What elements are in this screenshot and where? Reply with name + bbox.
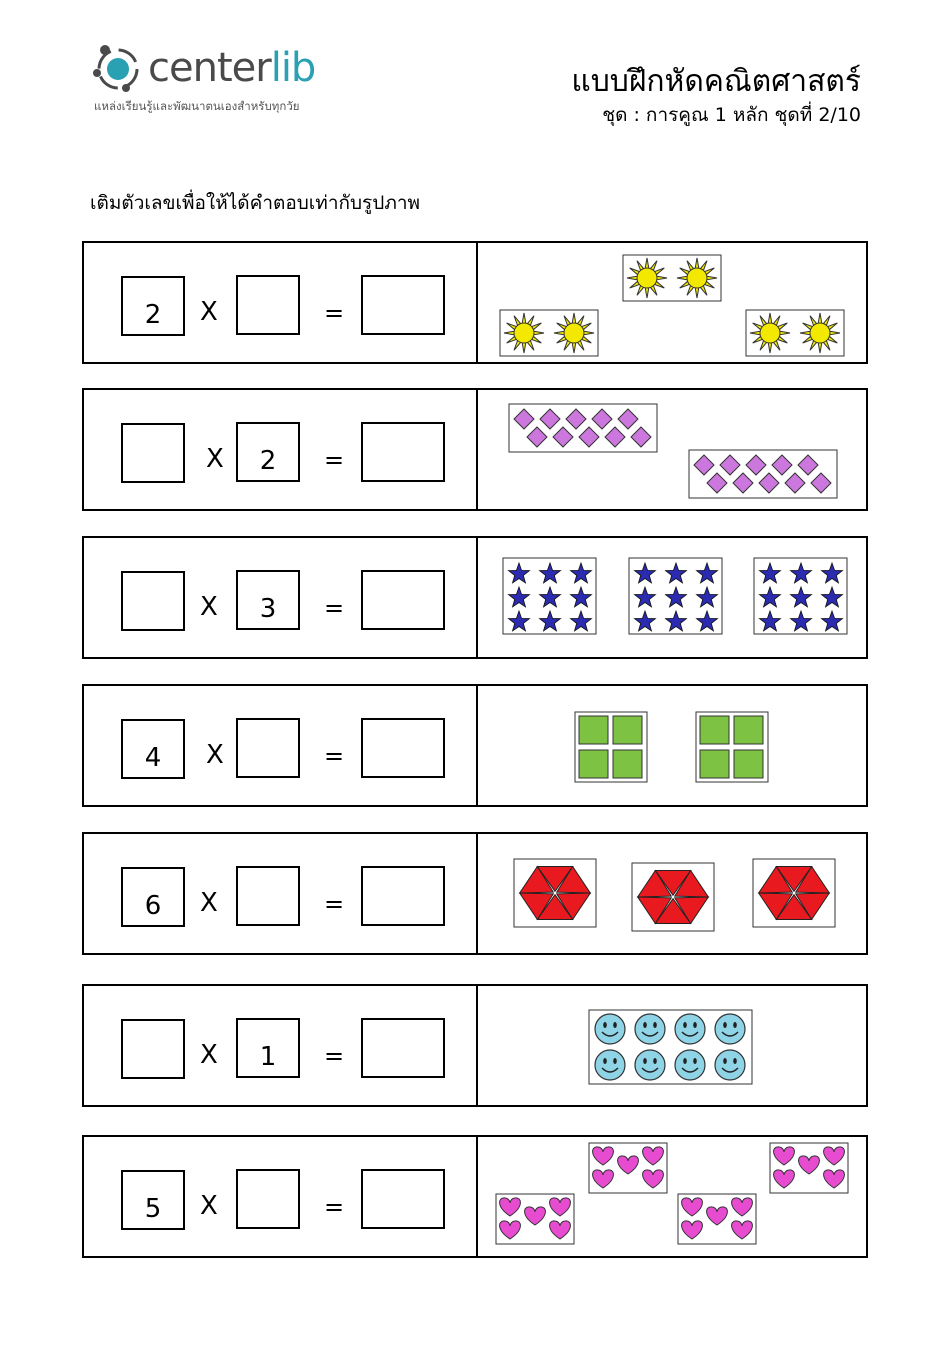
factor-b-box[interactable]: 3 bbox=[236, 570, 300, 630]
equals-sign: = bbox=[324, 594, 345, 622]
smiley-icon bbox=[595, 1050, 625, 1080]
picture-svg bbox=[478, 538, 868, 657]
factor-b-box[interactable]: 1 bbox=[236, 1018, 300, 1078]
green-square-icon bbox=[579, 716, 608, 744]
centerlib-logo bbox=[92, 42, 352, 122]
worksheet-title: แบบฝึกหัดคณิตศาสตร์ bbox=[571, 64, 861, 99]
answer-box[interactable] bbox=[361, 866, 445, 926]
green-square-icon bbox=[613, 750, 642, 778]
smiley-icon bbox=[675, 1014, 705, 1044]
green-square-icon bbox=[700, 716, 729, 744]
answer-box[interactable] bbox=[361, 570, 445, 630]
equals-sign: = bbox=[324, 742, 345, 770]
equals-sign: = bbox=[324, 299, 345, 327]
times-sign: X bbox=[206, 444, 224, 474]
picture-area bbox=[478, 986, 868, 1105]
worksheet-subtitle: ชุด : การคูณ 1 หลัก ชุดที่ 2/10 bbox=[602, 104, 861, 126]
picture-svg bbox=[478, 390, 868, 509]
picture-area bbox=[478, 1137, 868, 1256]
times-sign: X bbox=[200, 592, 218, 622]
equals-sign: = bbox=[324, 446, 345, 474]
answer-box[interactable] bbox=[361, 718, 445, 778]
times-sign: X bbox=[200, 888, 218, 918]
smiley-icon bbox=[595, 1014, 625, 1044]
problem-row bbox=[82, 832, 868, 955]
smiley-icon bbox=[715, 1014, 745, 1044]
green-square-icon bbox=[734, 750, 763, 778]
picture-area bbox=[478, 538, 868, 657]
answer-box[interactable] bbox=[361, 1169, 445, 1229]
factor-a-box[interactable]: 2 bbox=[121, 276, 185, 336]
problem-row bbox=[82, 241, 868, 364]
factor-a-box[interactable]: 5 bbox=[121, 1170, 185, 1230]
picture-area bbox=[478, 686, 868, 805]
smiley-icon bbox=[675, 1050, 705, 1080]
factor-b-box[interactable] bbox=[236, 718, 300, 778]
smiley-icon bbox=[635, 1050, 665, 1080]
picture-svg bbox=[478, 243, 868, 362]
factor-a-box[interactable] bbox=[121, 571, 185, 631]
times-sign: X bbox=[200, 297, 218, 327]
problem-row bbox=[82, 684, 868, 807]
answer-box[interactable] bbox=[361, 1018, 445, 1078]
problem-row bbox=[82, 536, 868, 659]
picture-group-frame bbox=[689, 450, 837, 498]
logo-word-lib: lib bbox=[270, 45, 316, 91]
green-square-icon bbox=[700, 750, 729, 778]
smiley-icon bbox=[635, 1014, 665, 1044]
smiley-icon bbox=[715, 1050, 745, 1080]
picture-area bbox=[478, 390, 868, 509]
times-sign: X bbox=[206, 740, 224, 770]
times-sign: X bbox=[200, 1191, 218, 1221]
green-square-icon bbox=[579, 750, 608, 778]
instruction-text: เติมตัวเลขเพื่อให้ได้คำตอบเท่ากับรูปภาพ bbox=[90, 192, 421, 214]
factor-a-box[interactable]: 6 bbox=[121, 867, 185, 927]
equals-sign: = bbox=[324, 1193, 345, 1221]
factor-a-box[interactable] bbox=[121, 1019, 185, 1079]
factor-a-box[interactable]: 4 bbox=[121, 719, 185, 779]
factor-b-box[interactable] bbox=[236, 866, 300, 926]
picture-group-frame bbox=[509, 404, 657, 452]
factor-b-box[interactable] bbox=[236, 275, 300, 335]
logo-word-center: center bbox=[148, 45, 271, 91]
equals-sign: = bbox=[324, 890, 345, 918]
centerlib-logo-icon bbox=[92, 42, 144, 94]
logo-tagline: แหล่งเรียนรู้และพัฒนาตนเองสำหรับทุกวัย bbox=[94, 99, 300, 113]
picture-svg bbox=[478, 834, 868, 953]
picture-area bbox=[478, 243, 868, 362]
problem-row bbox=[82, 984, 868, 1107]
problem-row bbox=[82, 1135, 868, 1258]
green-square-icon bbox=[734, 716, 763, 744]
logo-wordmark bbox=[148, 44, 315, 92]
green-square-icon bbox=[613, 716, 642, 744]
picture-svg bbox=[478, 986, 868, 1105]
answer-box[interactable] bbox=[361, 422, 445, 482]
picture-svg bbox=[478, 1137, 868, 1256]
picture-area bbox=[478, 834, 868, 953]
problem-row bbox=[82, 388, 868, 511]
answer-box[interactable] bbox=[361, 275, 445, 335]
factor-b-box[interactable]: 2 bbox=[236, 422, 300, 482]
picture-svg bbox=[478, 686, 868, 805]
factor-a-box[interactable] bbox=[121, 423, 185, 483]
times-sign: X bbox=[200, 1040, 218, 1070]
equals-sign: = bbox=[324, 1042, 345, 1070]
factor-b-box[interactable] bbox=[236, 1169, 300, 1229]
